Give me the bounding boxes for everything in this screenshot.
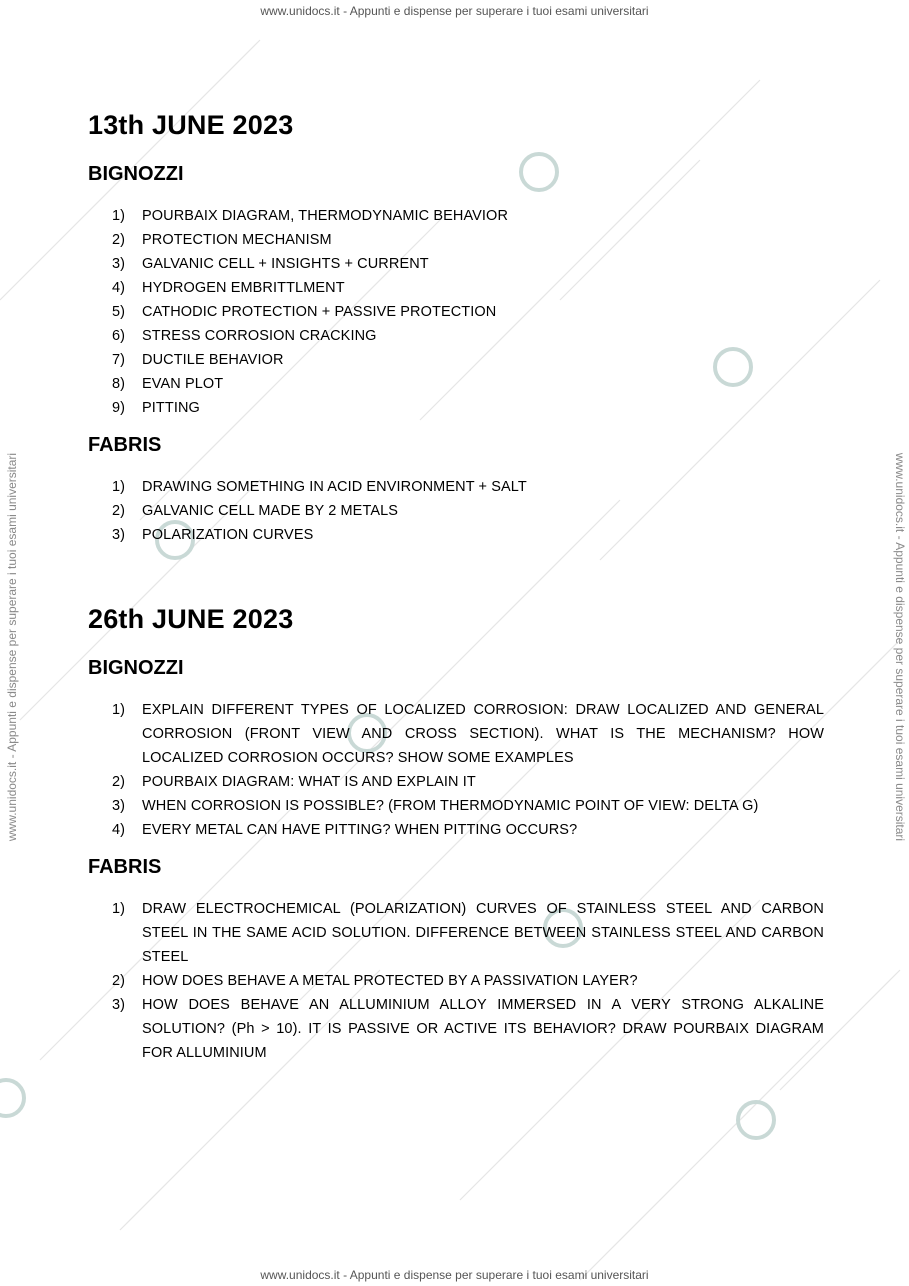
question-item: 7) DUCTILE BEHAVIOR [112,352,284,368]
left-side-watermark: www.unidocs.it - Appunti e dispense per superare i tuoi esami universitari [5,452,19,842]
question-item: 6) STRESS CORROSION CRACKING [112,328,377,344]
session-26-june [88,604,824,1065]
question-item: 1) POURBAIX DIAGRAM, THERMODYNAMIC BEHAVIOR [112,208,509,224]
question-item: 4) EVERY METAL CAN HAVE PITTING? WHEN PITTING OCCURS? [112,822,578,838]
session-date: 26th JUNE 2023 [88,604,294,634]
question-item: 8) EVAN PLOT [112,376,224,392]
question-item: 1) DRAWING SOMETHING IN ACID ENVIRONMENT + SALT [112,479,527,495]
question-item: 2) GALVANIC CELL MADE BY 2 METALS [112,503,399,519]
question-list [88,204,824,420]
question-item: 3) POLARIZATION CURVES [112,527,314,543]
question-item: 3) HOW DOES BEHAVE AN ALLUMINIUM ALLOY IMMERSED IN A VERY STRONG ALKALINE SOLUTION? (Ph > 10). IT IS PASSIVE OR ACTIVE ITS BEHAVIOR? DRAW POURBAIX DIAGRAM FOR ALLUMINIUM [112,997,824,1061]
question-list [88,698,824,842]
question-item: 3) WHEN CORROSION IS POSSIBLE? (FROM THERMODYNAMIC POINT OF VIEW: DELTA G) [112,798,759,814]
session-date: 13th JUNE 2023 [88,110,294,140]
question-list [88,897,824,1065]
professor-heading: FABRIS [88,856,162,878]
professor-heading: BIGNOZZI [88,163,184,185]
question-item: 2) POURBAIX DIAGRAM: WHAT IS AND EXPLAIN IT [112,774,476,790]
question-item: 5) CATHODIC PROTECTION + PASSIVE PROTECTION [112,304,497,320]
question-item: 3) GALVANIC CELL + INSIGHTS + CURRENT [112,256,429,272]
question-item: 2) HOW DOES BEHAVE A METAL PROTECTED BY A PASSIVATION LAYER? [112,973,638,989]
right-side-watermark: www.unidocs.it - Appunti e dispense per superare i tuoi esami universitari [893,452,907,842]
question-item: 1) DRAW ELECTROCHEMICAL (POLARIZATION) CURVES OF STAINLESS STEEL AND CARBON STEEL IN THE SAME ACID SOLUTION. DIFFERENCE BETWEEN STAINLESS STEEL AND CARBON STEEL [112,901,824,965]
header-watermark: www.unidocs.it - Appunti e dispense per superare i tuoi esami universitari [260,4,649,18]
question-item: 1) EXPLAIN DIFFERENT TYPES OF LOCALIZED CORROSION: DRAW LOCALIZED AND GENERAL CORROSION (FRONT VIEW AND CROSS SECTION). WHAT IS THE MECHANISM? HOW LOCALIZED CORROSION OCCURS? SHOW SOME EXAMPLES [112,702,824,766]
session-13-june [88,110,824,547]
professor-heading: BIGNOZZI [88,657,184,679]
question-item: 2) PROTECTION MECHANISM [112,232,332,248]
question-item: 4) HYDROGEN EMBRITTLMENT [112,280,345,296]
professor-heading: FABRIS [88,434,162,456]
question-item: 9) PITTING [112,400,200,416]
footer-watermark: www.unidocs.it - Appunti e dispense per superare i tuoi esami universitari [260,1268,649,1282]
question-list [88,475,824,547]
